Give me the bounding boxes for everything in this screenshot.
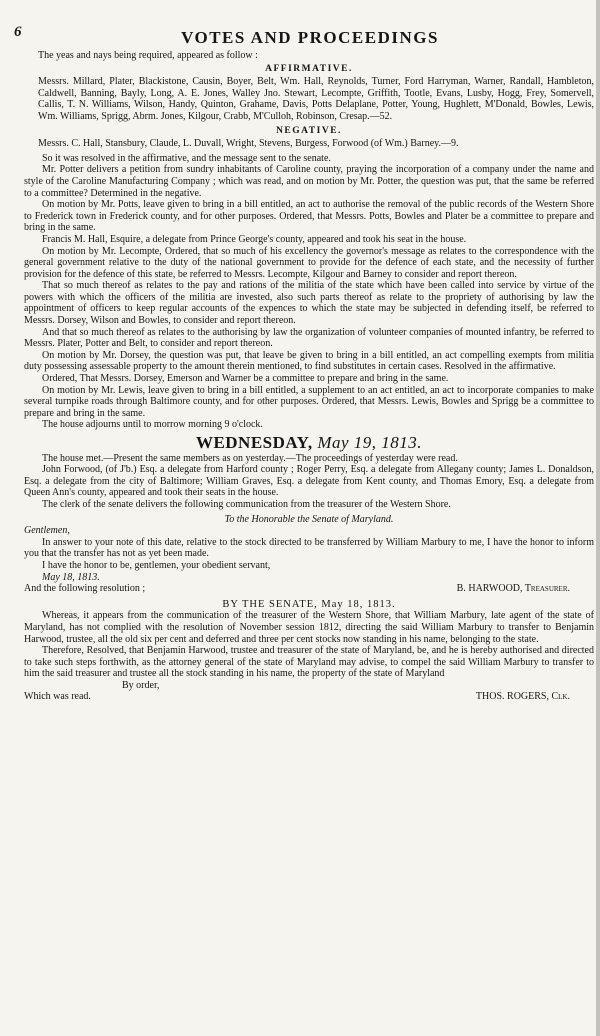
senate-heading: BY THE SENATE, May 18, 1813. bbox=[222, 598, 396, 610]
day-heading bbox=[24, 433, 594, 452]
resolution-paragraph: Whereas, it appears from the communication of the treasurer of the Western Shore, that William Marbury, late agent of the state of Maryland, has not complied with the resolution of November session 1812, directing the said William Marbury to transfer to Benjamin Harwood, trustee, all the old six per cent and deferred and three per cent stocks now standing in his name, belonging to the state. bbox=[24, 610, 594, 645]
day-name: WEDNESDAY, bbox=[195, 433, 313, 452]
paragraph: The house adjourns until to morrow morning 9 o'clock. bbox=[42, 419, 263, 431]
letter-paragraph: I have the honor to be, gentlemen, your obedient servant, bbox=[42, 559, 271, 571]
paragraph: And that so much thereof as relates to the authorising by law the organization of volunteer companies of mounted infantry, be referred to Messrs. Plater, Potter and Belt, to consider and report thereon. bbox=[24, 326, 594, 350]
closing-note: Which was read. bbox=[24, 691, 91, 703]
letter-address: To the Honorable the Senate of Maryland. bbox=[224, 513, 394, 525]
paragraph: Ordered, That Messrs. Dorsey, Emerson and Warner be a committee to prepare and bring in the same. bbox=[42, 373, 449, 385]
paragraph: On motion by Mr. Lecompte, Ordered, that so much of his excellency the governor's message as relates to the correspondence with the general government relative to the duty of the national government to provide for the defence of each state, and the necessity of further provision for the defence of this state, be referred to Messrs. Lecompte, Kilgour and Barney to consider and report thereon. bbox=[24, 245, 594, 280]
running-head: VOTES AND PROCEEDINGS bbox=[181, 28, 439, 47]
paragraph: Francis M. Hall, Esquire, a delegate from Prince George's county, appeared and took his seat in the house. bbox=[42, 233, 467, 245]
by-order: By order, bbox=[122, 679, 160, 691]
letter-paragraph: In answer to your note of this date, relative to the stock directed to be transferred by William Marbury to me, I have the honor to inform you that the transfer has not as yet been made. bbox=[24, 536, 594, 560]
negative-label: NEGATIVE. bbox=[276, 125, 342, 136]
proceedings-section-1 bbox=[24, 153, 594, 431]
paragraph: That so much thereof as relates to the pay and rations of the militia of the state which have been called into service by virtue of the powers with which the officers of the militia are invested, also such parts thereof as relate to the propriety of authorising by law the appointment of officers to keep regular accounts of the expences to which the state may be subjected in defending itself, be referred to Messrs. Dorsey, Wilson and Bowles, to consider and report thereon. bbox=[24, 280, 594, 327]
affirmative-names: Messrs. Millard, Plater, Blackistone, Causin, Boyer, Belt, Wm. Hall, Reynolds, Turner, Ford Harryman, Warner, Randall, Hambleton, Caldwell, Banning, Bayly, Long, A. E. Jones, Walley Jno. Stewart, Lecompte, Griffith, Tootle, Evans, Lusby, Hogg, Frey, Somervell, Callis, T. N. Williams, Wilson, Handy, Quinton, Grahame, Davis, Potts Delaplane, Potter, Young, Hughlett, M'Donald, Bowles, Lewis, Wm. Williams, Sprigg, Abrm. Jones, Kilgour, Crabb, M'Culloh, Robinson, Cresap.—52. bbox=[38, 76, 594, 122]
page-number: 6 bbox=[14, 24, 22, 40]
paragraph: Mr. Potter delivers a petition from sundry inhabitants of Caroline county, praying the incorporation of a company under the name and style of the Caroline Manufacturing Company ; which was read, and on motion by Mr. Potter, the question was put, that the same be referred to a committee? Determined in the negative. bbox=[24, 164, 594, 199]
affirmative-label: AFFIRMATIVE. bbox=[265, 63, 353, 74]
resolution-intro: And the following resolution ; bbox=[24, 583, 146, 595]
day-date: May 19, 1813. bbox=[317, 433, 423, 452]
letter-signature-line bbox=[24, 583, 594, 595]
letter-salutation: Gentlemen, bbox=[24, 525, 70, 537]
yeas-intro: The yeas and nays being required, appeared as follow : bbox=[38, 50, 258, 61]
paragraph: John Forwood, (of J'b.) Esq. a delegate from Harford county ; Roger Perry, Esq. a delegate from Allegany county; James L. Donaldson, Esq. a delegate from the city of Baltimore; William Graves, Esq. a delegate from Kent county, and Thomas Emory, Esq. a delegate from Queen Ann's county, appeared and took their seats in the house. bbox=[24, 464, 594, 499]
letter-date: May 18, 1813. bbox=[42, 571, 100, 583]
proceedings-section-2 bbox=[24, 453, 594, 511]
resolution-paragraph: Therefore, Resolved, that Benjamin Harwood, trustee and treasurer of the state of Maryland, be, and he is hereby authorised and directed to take such steps forthwith, as the attorney general of the state of Maryland may advise, to compel the said William Marbury to transfer to him the said treasurer and trustee all the stock standing in his name, the property of the state of Maryland bbox=[24, 645, 594, 680]
paragraph: So it was resolved in the affirmative, and the message sent to the senate. bbox=[42, 152, 331, 164]
page-edge-shadow bbox=[596, 0, 600, 1036]
document-body bbox=[24, 50, 594, 703]
paragraph: The clerk of the senate delivers the following communication from the treasurer of the Western Shore. bbox=[42, 498, 451, 510]
paragraph: On motion by Mr. Lewis, leave given to bring in a bill entitled, a supplement to an act entitled, an act to incorporate companies to make several turnpike roads through Baltimore county, and for other purposes. Ordered, that Messrs. Lewis, Bowles and Sprigg be a committee to prepare and bring in the same. bbox=[24, 384, 594, 419]
paragraph: On motion by Mr. Potts, leave given to bring in a bill entitled, an act to authorise the removal of the public records of the Western Shore to Frederick town in Frederick county, and for other purposes. Ordered, that Messrs. Potts, Bowles and Plater be a committee to prepare and bring in the same. bbox=[24, 199, 594, 234]
paragraph: On motion by Mr. Dorsey, the question was put, that leave be given to bring in a bill entitled, an act compelling exempts from militia duty possessing assessable property to the amount therein mentioned, to find substitutes in certain cases. Resolved in the affirmative. bbox=[24, 349, 594, 373]
paragraph: The house met.—Present the same members as on yesterday.—The proceedings of yesterday were read. bbox=[42, 452, 458, 464]
closing-signature: THOS. ROGERS, Clk. bbox=[475, 691, 570, 703]
negative-names: Messrs. C. Hall, Stansbury, Claude, L. Duvall, Wright, Stevens, Burgess, Forwood (of Wm.) Barney.—9. bbox=[38, 138, 459, 150]
treasurer-letter bbox=[24, 514, 594, 595]
letter-signature: B. HARWOOD, Treasurer. bbox=[456, 583, 570, 595]
closing-line bbox=[24, 691, 594, 703]
senate-resolution bbox=[24, 610, 594, 703]
